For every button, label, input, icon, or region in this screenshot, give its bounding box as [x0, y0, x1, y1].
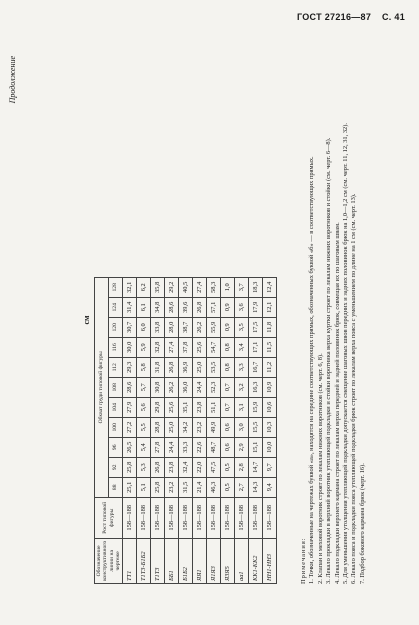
value-cell: 5,5 — [137, 417, 151, 437]
value-cell: 30,8 — [151, 377, 165, 397]
value-cell: 2,7 — [235, 477, 249, 497]
value-cell: 16,3 — [249, 377, 263, 397]
measurement-table — [94, 277, 277, 584]
growth-cell: 158—188 — [123, 497, 137, 538]
value-cell: 40,5 — [179, 277, 193, 297]
designation-cell: Т1Т3-Б1Б2 — [137, 538, 151, 583]
value-cell: 3,3 — [235, 357, 249, 377]
value-cell: 46,3 — [207, 477, 221, 497]
value-cell: 33,8 — [151, 317, 165, 337]
page-number: С. 41 — [381, 12, 405, 22]
value-cell: 49,9 — [207, 417, 221, 437]
value-cell: 16,7 — [249, 357, 263, 377]
value-cell: 31,8 — [151, 357, 165, 377]
growth-cell: 158—188 — [179, 497, 193, 538]
size-header-cell: 88 — [109, 477, 123, 497]
value-cell: 22,0 — [193, 457, 207, 477]
note-item: 3. Лекало прокладки в верхний воротник утепляющей подкладки и стойки воротника верха куртки строят по лекалам нижних воротников и стойки (см. черт. 6—8). — [325, 137, 333, 584]
value-cell: 26,2 — [193, 317, 207, 337]
value-cell: 0,5 — [221, 457, 235, 477]
value-cell: 25,0 — [193, 357, 207, 377]
value-cell: 5,6 — [137, 397, 151, 417]
value-cell: 12,1 — [263, 297, 277, 317]
value-cell: 30,7 — [123, 317, 137, 337]
value-cell: 0,6 — [221, 417, 235, 437]
value-cell: 27,9 — [123, 397, 137, 417]
value-cell: 5,1 — [137, 477, 151, 497]
group-header: Обхват груди типовой фигуры — [95, 277, 109, 497]
value-cell: 14,3 — [249, 477, 263, 497]
value-cell: 29,3 — [123, 357, 137, 377]
note-item: 7. Подбор бокового кармана брюк (черт. 16). — [358, 463, 366, 584]
value-cell: 6,2 — [137, 277, 151, 297]
value-cell: 26,5 — [123, 437, 137, 457]
note-item: 5. Для уменьшения утолщения утепляющей подкладки допускается смещение шаговых швов передних и задних половинок брюк на 1,0—1,2 см (см. черт. 11, 12, 31, 32). — [342, 123, 350, 584]
value-cell: 0,8 — [221, 357, 235, 377]
table-row — [179, 277, 193, 583]
growth-cell: 158—188 — [221, 497, 235, 538]
value-cell: 15,1 — [249, 437, 263, 457]
table-row — [249, 277, 263, 583]
value-cell: 23,2 — [193, 417, 207, 437]
size-header-cell: 100 — [109, 417, 123, 437]
designation-cell: Я1Я3 — [207, 538, 221, 583]
value-cell: 55,9 — [207, 317, 221, 337]
note-item: 6. Лекало пояса и подкладки пояса утепляющей подкладки брюк строят по лекалам верха пояса с уменьшением по длине на 1 см (см. черт. 13). — [350, 193, 358, 584]
table-row — [221, 277, 235, 583]
notes-title: Примечания: — [300, 537, 307, 584]
value-cell: 27,4 — [165, 337, 179, 357]
value-cell: 30,0 — [123, 337, 137, 357]
value-cell: 58,3 — [207, 277, 221, 297]
value-cell: 17,9 — [249, 297, 263, 317]
size-header-cell: 124 — [109, 297, 123, 317]
value-cell: 10,6 — [263, 397, 277, 417]
value-cell: 25,6 — [193, 337, 207, 357]
growth-cell: 158—188 — [249, 497, 263, 538]
designation-cell: Я3Я5 — [221, 538, 235, 583]
designation-cell: КК1-КК2 — [249, 538, 263, 583]
value-cell: 0,5 — [221, 477, 235, 497]
value-cell: 18,3 — [249, 277, 263, 297]
note-item: 2. Клапан и меховой воротник строят по лекалам нижних воротников (см. черт. 6, 8). — [316, 353, 324, 584]
size-header-cell: 112 — [109, 357, 123, 377]
value-cell: 47,5 — [207, 457, 221, 477]
value-cell: 25,0 — [165, 417, 179, 437]
value-cell: 10,3 — [263, 417, 277, 437]
designation-cell: ЯЯ1 — [193, 538, 207, 583]
growth-cell: 158—188 — [193, 497, 207, 538]
value-cell: 25,1 — [123, 477, 137, 497]
value-cell: 10,0 — [263, 437, 277, 457]
value-cell: 0,7 — [221, 397, 235, 417]
size-header-cell: 92 — [109, 457, 123, 477]
size-header-cell: 104 — [109, 397, 123, 417]
value-cell: 35,8 — [151, 277, 165, 297]
table-row — [193, 277, 207, 583]
value-cell: 37,8 — [179, 337, 193, 357]
table-row — [235, 277, 249, 583]
size-header-cell: 96 — [109, 437, 123, 457]
value-cell: 6,1 — [137, 297, 151, 317]
value-cell: 36,9 — [179, 357, 193, 377]
designation-header: Обозначение конструктивного линии на чертеже — [95, 538, 123, 583]
size-header-cell: 108 — [109, 377, 123, 397]
value-cell: 27,8 — [151, 437, 165, 457]
size-header-cell: 116 — [109, 337, 123, 357]
value-cell: 15,5 — [249, 417, 263, 437]
growth-cell: 158—188 — [165, 497, 179, 538]
value-cell: 3,2 — [235, 377, 249, 397]
value-cell: 32,1 — [123, 277, 137, 297]
value-cell: 24,4 — [193, 377, 207, 397]
value-cell: 6,0 — [137, 317, 151, 337]
value-cell: 3,5 — [235, 317, 249, 337]
value-cell: 26,8 — [165, 357, 179, 377]
value-cell: 23,8 — [193, 397, 207, 417]
value-cell: 36,0 — [179, 377, 193, 397]
value-cell: 32,4 — [179, 457, 193, 477]
value-cell: 28,0 — [165, 317, 179, 337]
value-cell: 51,1 — [207, 397, 221, 417]
value-cell: 39,6 — [179, 297, 193, 317]
growth-cell: 158—188 — [137, 497, 151, 538]
value-cell: 5,8 — [137, 357, 151, 377]
value-cell: 31,4 — [123, 297, 137, 317]
value-cell: 14,7 — [249, 457, 263, 477]
designation-cell: аа1 — [235, 538, 249, 583]
table-row — [165, 277, 179, 583]
value-cell: 23,8 — [165, 457, 179, 477]
value-cell: 5,3 — [137, 457, 151, 477]
value-cell: 0,9 — [221, 317, 235, 337]
standard-number: ГОСТ 27216—87 — [296, 12, 372, 22]
growth-cell: 158—188 — [151, 497, 165, 538]
table-row — [137, 277, 151, 583]
value-cell: 9,7 — [263, 457, 277, 477]
value-cell: 24,4 — [165, 437, 179, 457]
table-row — [123, 277, 137, 583]
growth-cell: 158—188 — [263, 497, 277, 538]
designation-cell: ТТ1 — [123, 538, 137, 583]
value-cell: 31,5 — [179, 477, 193, 497]
value-cell: 9,4 — [263, 477, 277, 497]
growth-header: Рост типовой фигуры — [95, 497, 123, 538]
designation-cell: Б1Б2 — [179, 538, 193, 583]
value-cell: 1,0 — [221, 277, 235, 297]
value-cell: 35,1 — [179, 397, 193, 417]
size-header-cell: 128 — [109, 277, 123, 297]
value-cell: 27,4 — [193, 277, 207, 297]
value-cell: 52,3 — [207, 377, 221, 397]
value-cell: 32,8 — [151, 337, 165, 357]
size-header-cell: 120 — [109, 317, 123, 337]
value-cell: 38,7 — [179, 317, 193, 337]
value-cell: 5,7 — [137, 377, 151, 397]
value-cell: 12,4 — [263, 277, 277, 297]
table-row — [151, 277, 165, 583]
note-item: 4. Лекало подкладки верхнего кармана строят по лекалам верха передней и задней половинок брюк, совмещая их по шаговым швам. — [333, 222, 341, 584]
value-cell: 17,5 — [249, 317, 263, 337]
note-item: 1. Точки, обозначенные на чертежах буквой «а», находятся на середине соответствующих прямых, обозначенных буквой «б» — в соответствующих прямых. — [308, 156, 316, 584]
value-cell: 48,7 — [207, 437, 221, 457]
value-cell: 3,7 — [235, 277, 249, 297]
value-cell: 0,8 — [221, 337, 235, 357]
value-cell: 25,8 — [151, 477, 165, 497]
supplement-label: Продолжение — [8, 56, 17, 104]
value-cell: 34,8 — [151, 297, 165, 317]
value-cell: 25,8 — [123, 457, 137, 477]
value-cell: 28,8 — [151, 417, 165, 437]
designation-cell: ББ1 — [165, 538, 179, 583]
value-cell: 2,9 — [235, 437, 249, 457]
designation-cell: НН1-НН3 — [263, 538, 277, 583]
value-cell: 54,7 — [207, 337, 221, 357]
value-cell: 21,4 — [193, 477, 207, 497]
value-cell: 0,7 — [221, 377, 235, 397]
value-cell: 3,6 — [235, 297, 249, 317]
value-cell: 3,1 — [235, 397, 249, 417]
value-cell: 2,8 — [235, 457, 249, 477]
value-cell: 15,9 — [249, 397, 263, 417]
value-cell: 26,8 — [193, 297, 207, 317]
designation-cell: Т1Т3 — [151, 538, 165, 583]
growth-cell: 158—188 — [235, 497, 249, 538]
table-row — [263, 277, 277, 583]
notes-list — [308, 54, 367, 584]
value-cell: 57,1 — [207, 297, 221, 317]
value-cell: 34,2 — [179, 417, 193, 437]
notes — [300, 54, 367, 584]
table-header-row — [95, 277, 109, 583]
value-cell: 28,6 — [123, 377, 137, 397]
value-cell: 0,6 — [221, 437, 235, 457]
value-cell: 5,9 — [137, 337, 151, 357]
value-cell: 26,2 — [165, 377, 179, 397]
value-cell: 53,5 — [207, 357, 221, 377]
value-cell: 3,4 — [235, 337, 249, 357]
table-row — [207, 277, 221, 583]
value-cell: 28,6 — [165, 297, 179, 317]
rotated-content — [8, 40, 388, 600]
value-cell: 11,2 — [263, 357, 277, 377]
value-cell: 17,1 — [249, 337, 263, 357]
value-cell: 0,9 — [221, 297, 235, 317]
value-cell: 33,3 — [179, 437, 193, 457]
units-label: см — [82, 315, 91, 325]
value-cell: 11,5 — [263, 337, 277, 357]
table-body — [123, 277, 277, 583]
value-cell: 22,6 — [193, 437, 207, 457]
value-cell: 23,2 — [165, 477, 179, 497]
value-cell: 5,4 — [137, 437, 151, 457]
value-cell: 27,2 — [123, 417, 137, 437]
value-cell: 25,6 — [165, 397, 179, 417]
value-cell: 10,9 — [263, 377, 277, 397]
value-cell: 3,0 — [235, 417, 249, 437]
value-cell: 29,2 — [165, 277, 179, 297]
value-cell: 29,8 — [151, 397, 165, 417]
growth-cell: 158—188 — [207, 497, 221, 538]
value-cell: 26,8 — [151, 457, 165, 477]
value-cell: 11,8 — [263, 317, 277, 337]
page-header — [289, 12, 405, 22]
